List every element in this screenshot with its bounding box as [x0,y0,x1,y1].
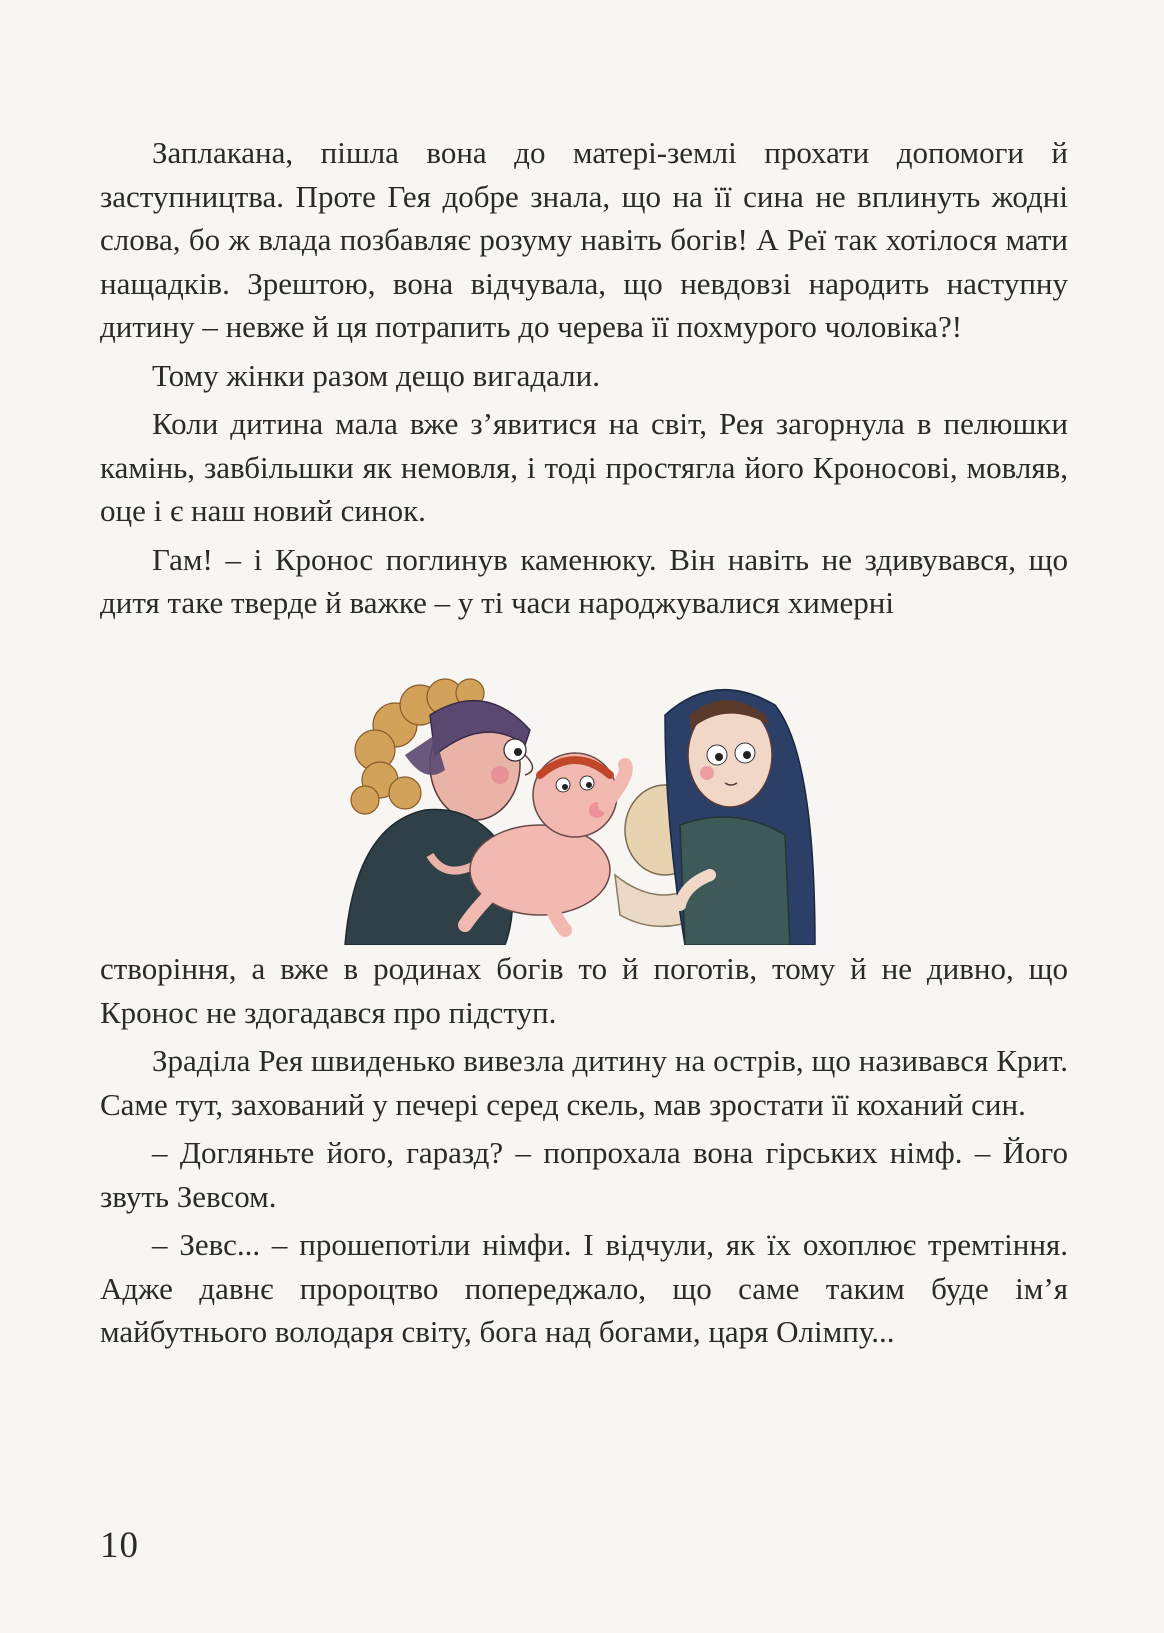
paragraph: Гам! – і Кронос поглинув каменюку. Він навіть не здивувався, що дитя таке тверде й важке – у ті часи народжувалися химерні [100,541,1068,620]
text-block-top [100,131,1068,630]
illustration-rhea-gaia-baby-stone [335,675,827,945]
text-block-bottom [100,947,1068,1359]
paragraph: – Догляньте його, гаразд? – попрохала вона гірських німф. – Його звуть Зевсом. [100,1135,1068,1214]
paragraph: – Зевс... – прошепотіли німфи. І відчули, як їх охоплює тремтіння. Адже давнє пророцтво попереджало, що саме таким буде ім’я майбутнього володаря світу, бога над богами, царя Олімпу... [100,1227,1068,1349]
paragraph-continued: створіння, а вже в родинах богів то й поготів, тому й не дивно, що Кронос не здогадався про підступ. [100,951,1068,1030]
paragraph: Зраділа Рея швиденько вивезла дитину на острів, що називався Крит. Саме тут, захований у печері серед скель, мав зростати її коханий син. [100,1043,1068,1122]
paragraph: Тому жінки разом дещо вигадали. [152,357,600,393]
rhea-figure [665,690,815,945]
paragraph: Коли дитина мала вже з’явитися на світ, Рея загорнула в пелюшки камінь, завбільшки як немовля, і тоді простягла його Кроносові, мовляв, оце і є наш новий синок. [100,406,1068,528]
illustration-svg [335,675,827,945]
page-number: 10 [100,1525,139,1566]
paragraph: Заплакана, пішла вона до матері-землі прохати допомоги й заступництва. Проте Гея добре знала, що на її сина не вплинуть жодні слова, бо ж влада позбавляє розуму навіть богів! А Реї так хотілося мати нащадків. Зрештою, вона відчувала, що невдовзі народить наступну дитину – невже й ця потрапить до черева її похмурого чоловіка?! [100,135,1068,344]
